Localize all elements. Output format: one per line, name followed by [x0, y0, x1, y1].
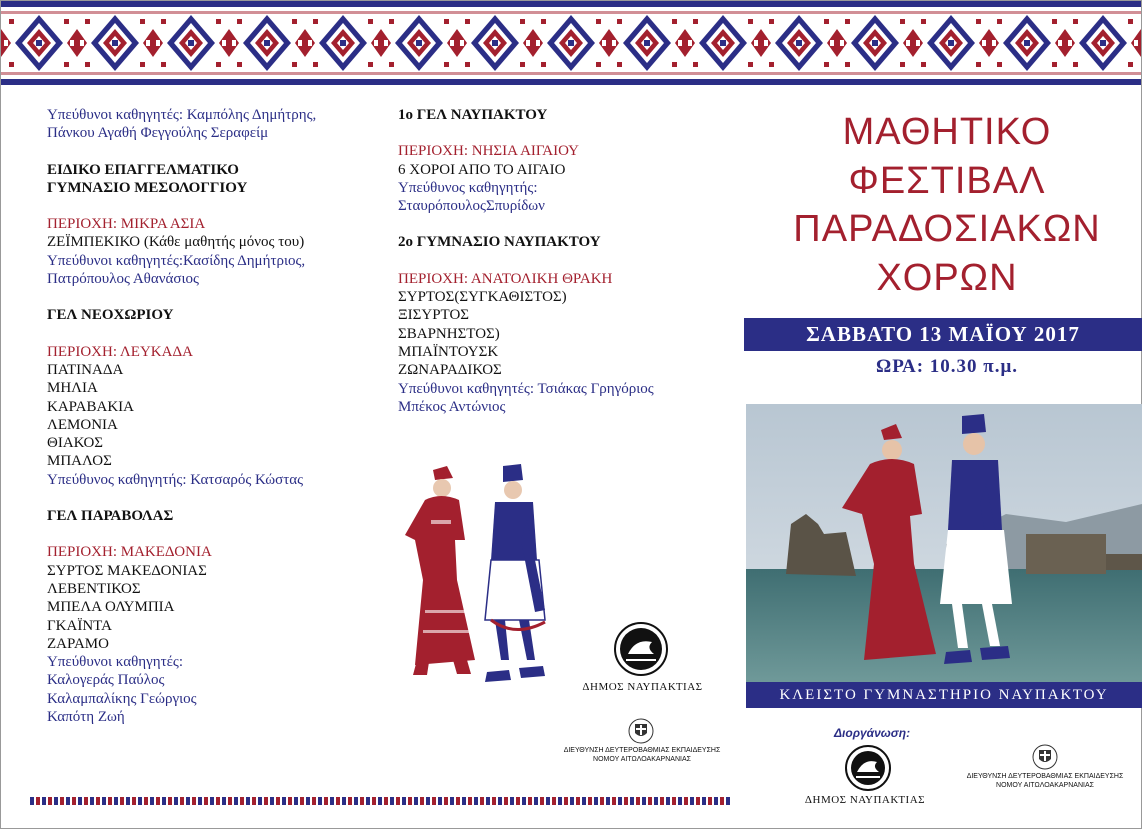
cover-photo [746, 404, 1142, 708]
school-name: ΓΕΛ ΝΕΟΧΩΡΙΟΥ [47, 307, 174, 324]
dance-name: ΜΠΑΛΟΣ [47, 453, 112, 470]
school-name: ΕΙΔΙΚΟ ΕΠΑΓΓΕΛΜΑΤΙΚΟ [47, 161, 239, 178]
dance-name: 6 ΧΟΡΟΙ ΑΠΟ ΤΟ ΑΙΓΑΙΟ [398, 161, 566, 178]
dance-name: ΖΕΪΜΠΕΚΙΚΟ (Κάθε μαθητής μόνος του) [47, 234, 305, 251]
title-line: ΠΑΡΑΔΟΣΙΑΚΩΝ [793, 208, 1101, 250]
directorate-name: ΔΙΕΥΘΥΝΣΗ ΔΕΥΤΕΡΟΒΑΘΜΙΑΣ ΕΚΠΑΙΔΕΥΣΗΣ ΝΟΜΟΥ ΑΙΤΩΛΟΑΚΑΡΝΑΝΙΑΣ [563, 747, 721, 763]
teacher-name: Καλογεράς Παύλος [47, 672, 165, 689]
embroidery-pattern-top [1, 1, 1141, 85]
dance-name: ΜΗΛΙΑ [47, 380, 98, 397]
program-column-left [47, 106, 367, 726]
dance-name: ΜΠΑΪΝΤΟΥΣΚ [398, 343, 499, 360]
dance-name: ΛΕΜΟΝΙΑ [47, 416, 118, 433]
region-label: ΠΕΡΙΟΧΗ: ΝΗΣΙΑ ΑΙΓΑΙΟΥ [398, 143, 579, 160]
dance-name: ΖΑΡΑΜΟ [47, 635, 109, 652]
region-label: ΠΕΡΙΟΧΗ: ΑΝΑΤΟΛΙΚΗ ΘΡΑΚΗ [398, 270, 613, 287]
dimos-logo-icon [844, 744, 892, 792]
teachers-text: Υπεύθυνοι καθηγητές: Τσιάκας Γρηγόριος Μπέκος Αντώνιος [398, 380, 654, 415]
organizers-label: Διοργάνωση: [834, 726, 911, 740]
dance-name: ΚΑΡΑΒΑΚΙΑ [47, 398, 134, 415]
harbor-scene [746, 404, 1142, 708]
dance-name: ΛΕΒΕΝΤΙΚΟΣ [47, 580, 141, 597]
dance-name: ΖΩΝΑΡΑΔΙΚΟΣ [398, 362, 502, 379]
teachers-text: Υπεύθυνος καθηγητής: ΣταυρόπουλοςΣπυρίδων [398, 179, 545, 215]
teachers-text: Υπεύθυνος καθηγητής: Κατσαρός Κώστας [47, 471, 304, 488]
school-name: 2ο ΓΥΜΝΑΣΙΟ ΝΑΥΠΑΚΤΟΥ [398, 234, 601, 251]
event-date: ΣΑΒΒΑΤΟ 13 ΜΑΪΟΥ 2017 [744, 318, 1142, 351]
dancers-illustration [395, 460, 565, 692]
school-name: ΓΥΜΝΑΣΙΟ ΜΕΣΟΛΟΓΓΙΟΥ [47, 179, 248, 196]
coat-of-arms-icon [1032, 744, 1058, 770]
dance-name: ΜΠΕΛΑ ΟΛΥΜΠΙΑ [47, 599, 175, 616]
region-label: ΠΕΡΙΟΧΗ: ΛΕΥΚΑΔΑ [47, 343, 193, 360]
teachers-text: Υπεύθυνοι καθηγητές:Κασίδης Δημήτριος, Πατρόπουλος Αθανάσιος [47, 252, 306, 288]
school-name: ΓΕΛ ΠΑΡΑΒΟΛΑΣ [47, 508, 174, 525]
coat-of-arms-icon [628, 718, 654, 744]
directorate-name: ΔΙΕΥΘΥΝΣΗ ΔΕΥΤΕΡΟΒΑΘΜΙΑΣ ΕΚΠΑΙΔΕΥΣΗΣ ΝΟΜΟΥ ΑΙΤΩΛΟΑΚΑΡΝΑΝΙΑΣ [966, 773, 1124, 789]
dance-name: ΘΙΑΚΟΣ [47, 435, 104, 452]
dimos-name: ΔΗΜΟΣ ΝΑΥΠΑΚΤΙΑΣ [582, 681, 703, 693]
title-line: ΧΟΡΩΝ [876, 256, 1018, 299]
dance-name: ΣΥΡΤΟΣ(ΣΥΓΚΑΘΙΣΤΟΣ) [398, 289, 567, 306]
program-column-middle [398, 106, 718, 416]
festival-title [752, 108, 1142, 302]
dimos-name: ΔΗΜΟΣ ΝΑΥΠΑΚΤΙΑΣ [804, 794, 926, 806]
teachers-text: Υπεύθυνοι καθηγητές: Καμπόλης Δημήτρης, Πάνκου Αγαθή Φεγγούλης Σεραφείμ [47, 107, 317, 142]
title-line: ΜΑΘΗΤΙΚΟ [842, 111, 1052, 153]
dance-name: ΠΑΤΙΝΑΔΑ [47, 361, 124, 378]
title-line: ΦΕΣΤΙΒΑΛ [848, 159, 1046, 202]
dance-name: ΣΒΑΡΝΗΣΤΟΣ) [398, 325, 500, 342]
dimos-logo-icon [612, 620, 670, 678]
teachers-text: Υπεύθυνοι καθηγητές: [47, 654, 184, 671]
event-time: ΩΡΑ: 10.30 π.μ. [875, 356, 1018, 377]
school-name: 1ο ΓΕΛ ΝΑΥΠΑΚΤΟΥ [398, 107, 548, 123]
venue-label: ΚΛΕΙΣΤΟ ΓΥΜΝΑΣΤΗΡΙΟ ΝΑΥΠΑΚΤΟΥ [746, 682, 1142, 708]
region-label: ΠΕΡΙΟΧΗ: ΜΙΚΡΑ ΑΣΙΑ [47, 216, 206, 233]
region-label: ΠΕΡΙΟΧΗ: ΜΑΚΕΔΟΝΙΑ [47, 544, 212, 561]
dance-name: ΣΥΡΤΟΣ ΜΑΚΕΔΟΝΙΑΣ [47, 562, 207, 579]
dance-name: ΞΙΣΥΡΤΟΣ [398, 307, 470, 324]
teacher-name: Καλαμπαλίκης Γεώργιος [47, 690, 197, 707]
embroidery-pattern-bottom [30, 797, 730, 805]
teacher-name: Καπότη Ζωή [47, 709, 125, 726]
dance-name: ΓΚΑΪΝΤΑ [47, 617, 112, 634]
